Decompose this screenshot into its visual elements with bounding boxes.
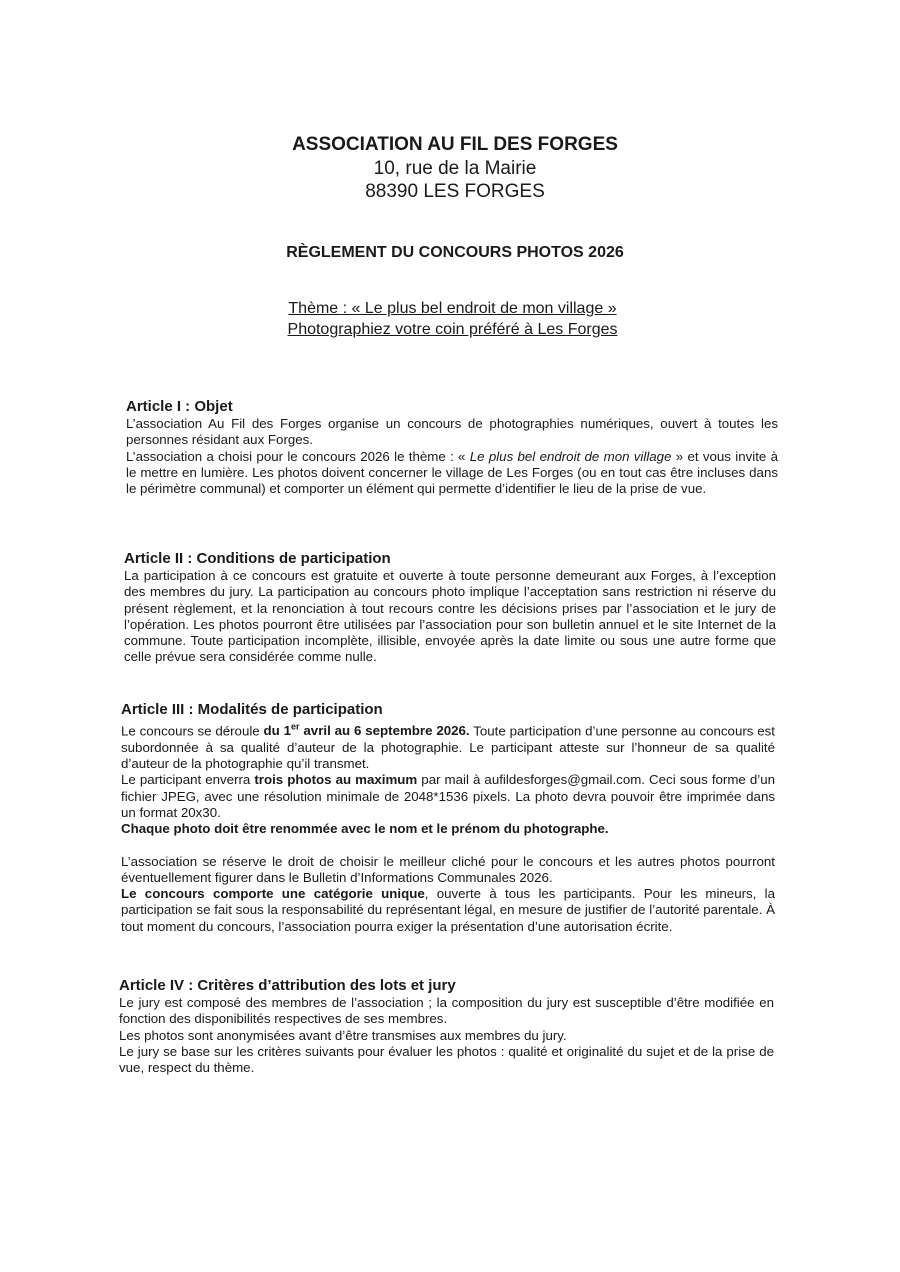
article-3-paragraph: Chaque photo doit être renommée avec le nom et le prénom du photographe. bbox=[121, 821, 609, 837]
article-4-paragraph: Le jury se base sur les critères suivants pour évaluer les photos : qualité et originalité du sujet et de la prise de vue, respect du thème. bbox=[119, 1043, 774, 1076]
street-address: 10, rue de la Mairie bbox=[373, 158, 537, 179]
theme-line-1: Thème : « Le plus bel endroit de mon village » bbox=[288, 300, 617, 317]
article-4-heading: Article IV : Critères d’attribution des lots et jury bbox=[119, 977, 456, 994]
article-1-paragraph: L’association a choisi pour le concours 2026 le thème : « Le plus bel endroit de mon village » et vous invite à le mettre en lumière. Les photos doivent concerner le village de Les Forges (ou en tout cas être incluses dans le périmètre communal) et comporter un élément qui permette d’identifier le lieu de la prise de vue. bbox=[126, 448, 778, 497]
article-2-heading: Article II : Conditions de participation bbox=[124, 550, 391, 567]
contest-theme bbox=[0, 298, 900, 340]
organization-name: ASSOCIATION AU FIL DES FORGES bbox=[292, 134, 618, 155]
letterhead bbox=[0, 133, 900, 203]
article-3-heading: Article III : Modalités de participation bbox=[121, 701, 383, 718]
city-address: 88390 LES FORGES bbox=[365, 181, 545, 202]
article-3-paragraph: Le concours se déroule du 1er avril au 6 septembre 2026. Toute participation d’une personne au concours est subordonnée à sa qualité d’auteur de la photographie. Le participant atteste sur l’honneur de sa qualité d’auteur de la photographie qu’il transmet. bbox=[121, 722, 775, 772]
article-2 bbox=[124, 550, 776, 666]
document-title: RÈGLEMENT DU CONCOURS PHOTOS 2026 bbox=[286, 244, 624, 261]
article-1-heading: Article I : Objet bbox=[126, 398, 233, 415]
article-3 bbox=[121, 701, 775, 935]
article-4-paragraph: Les photos sont anonymisées avant d’être transmises aux membres du jury. bbox=[119, 1027, 567, 1043]
article-3-paragraph: Le concours comporte une catégorie unique, ouverte à tous les participants. Pour les mineurs, la participation se fait sous la responsabilité du représentant légal, en mesure de justifier de l’autorité parentale. À tout moment du concours, l’association pourra exiger la présentation d’une autorisation écrite. bbox=[121, 886, 776, 934]
article-2-paragraph: La participation à ce concours est gratuite et ouverte à toute personne demeurant aux Forges, à l’exception des membres du jury. La participation au concours photo implique l’acceptation sans restriction ni réserve du présent règlement, et la renonciation à tout recours contre les décisions prises par l’association et le jury de l’opération. Les photos pourront être utilisées par l’association pour son bulletin annuel et le site Internet de la commune. Toute participation incomplète, illisible, envoyée après la date limite ou sous une autre forme que celle prévue sera considérée comme nulle. bbox=[124, 568, 776, 665]
article-3-paragraph: L’association se réserve le droit de choisir le meilleur cliché pour le concours et les autres photos pourront éventuellement figurer dans le Bulletin d’Informations Communales 2026. bbox=[121, 853, 775, 885]
article-3-paragraph: Le participant enverra trois photos au maximum par mail à aufildesforges@gmail.com. Ceci sous forme d’un fichier JPEG, avec une résolution minimale de 2048*1536 pixels. La photo devra pouvoir être imprimée dans un format 20x30. bbox=[121, 772, 776, 820]
article-4 bbox=[119, 977, 774, 1076]
article-1 bbox=[126, 398, 778, 497]
article-1-paragraph: L’association Au Fil des Forges organise un concours de photographies numériques, ouvert à toutes les personnes résidant aux Forges. bbox=[126, 416, 778, 448]
theme-line-2: Photographiez votre coin préféré à Les Forges bbox=[287, 321, 618, 338]
article-4-paragraph: Le jury est composé des membres de l’association ; la composition du jury est susceptible d’être modifiée en fonction des disponibilités respectives de ses membres. bbox=[119, 995, 774, 1027]
